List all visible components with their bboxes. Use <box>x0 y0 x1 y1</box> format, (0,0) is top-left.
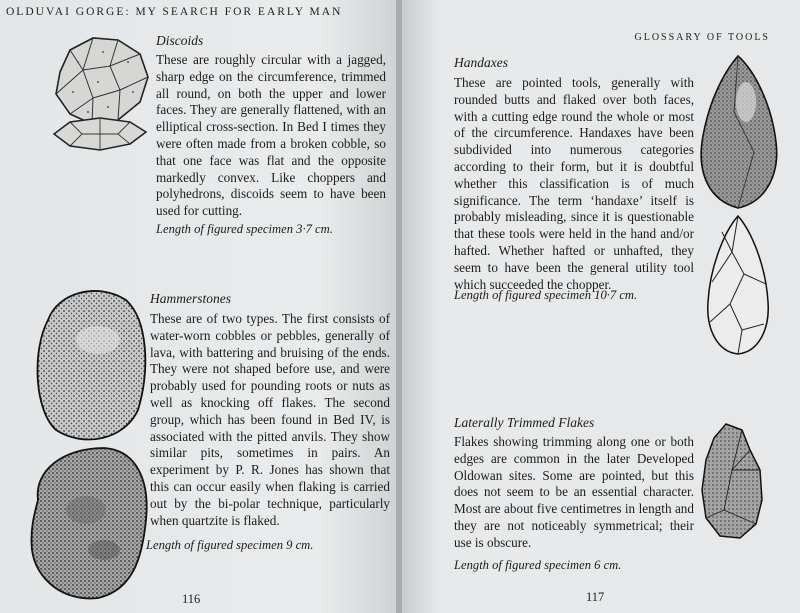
flakes-caption: Length of figured specimen 6 cm. <box>454 558 622 572</box>
page-number-left: 116 <box>182 592 201 606</box>
handaxes-heading: Handaxes <box>454 55 508 70</box>
hammerstones-heading: Hammerstones <box>150 291 231 306</box>
hammerstones-caption: Length of figured specimen 9 cm. <box>146 538 314 552</box>
hammerstone-illustration-top <box>28 280 153 450</box>
discoids-caption: Length of figured specimen 3·7 cm. <box>156 222 333 236</box>
discoids-heading: Discoids <box>156 33 204 48</box>
running-head-left: OLDUVAI GORGE: MY SEARCH FOR EARLY MAN <box>6 6 343 18</box>
flakes-body: Flakes showing trimming along one or both edges are common in the later Developed Oldowan sites. Some are pointed, but this does not seem to be an essential character. Most are about five centimetres in length and they are not noticeably symmetrical; their use is obscure. <box>454 434 694 550</box>
discoid-cross-section <box>50 114 150 154</box>
hammerstone-illustration-bottom <box>24 440 154 605</box>
flakes-heading: Laterally Trimmed Flakes <box>454 415 595 430</box>
left-page <box>0 0 398 613</box>
trimmed-flake-illustration <box>696 420 768 544</box>
handaxe-illustration-shaded <box>694 52 784 212</box>
running-head-right: GLOSSARY OF TOOLS <box>634 32 770 43</box>
hammerstones-body: These are of two types. The first consists of water-worn cobbles or pebbles, generally of lava, with battering and bruising of the ends. They were not shaped before use, and were probably used for pounding roots or nuts as well as knocking off flakes. The second group, which has been found in Bed IV, is associated with the pitted anvils. They show similar pits, sometimes in pairs. An experiment by P. R. Jones has shown that this can occur easily when flaking is carried out by the bi-polar technique, particularly when quartzite is flaked. <box>150 311 390 528</box>
handaxes-body: These are pointed tools, generally with rounded butts and flaked over both faces, with a cutting edge round the whole or most of the circumference. Handaxes have been subdivided into numerous categories according to their form, but it is doubtful whether this classification is of much significance. The term ‘handaxe’ itself is probably misleading, since it is questionable that these tools were held in the hand and/or hafted. Whether hafted or unhafted, they seem to have been the general utility tool which succeeded the chopper. <box>454 75 694 292</box>
discoids-body: These are roughly circular with a jagged, sharp edge on the circumference, trimmed all round, on both the upper and lower faces. They are generally flattened, with an elliptical cross-section. In Bed I times they were often made from a broken cobble, so that one face was flat and the opposite markedly convex. Like choppers and polyhedrons, discoids seem to have been used for cutting. <box>156 52 386 219</box>
handaxes-caption: Length of figured specimen 10·7 cm. <box>454 288 638 302</box>
page-number-right: 117 <box>586 590 605 604</box>
handaxe-illustration-outline <box>702 212 774 358</box>
right-page <box>402 0 800 613</box>
